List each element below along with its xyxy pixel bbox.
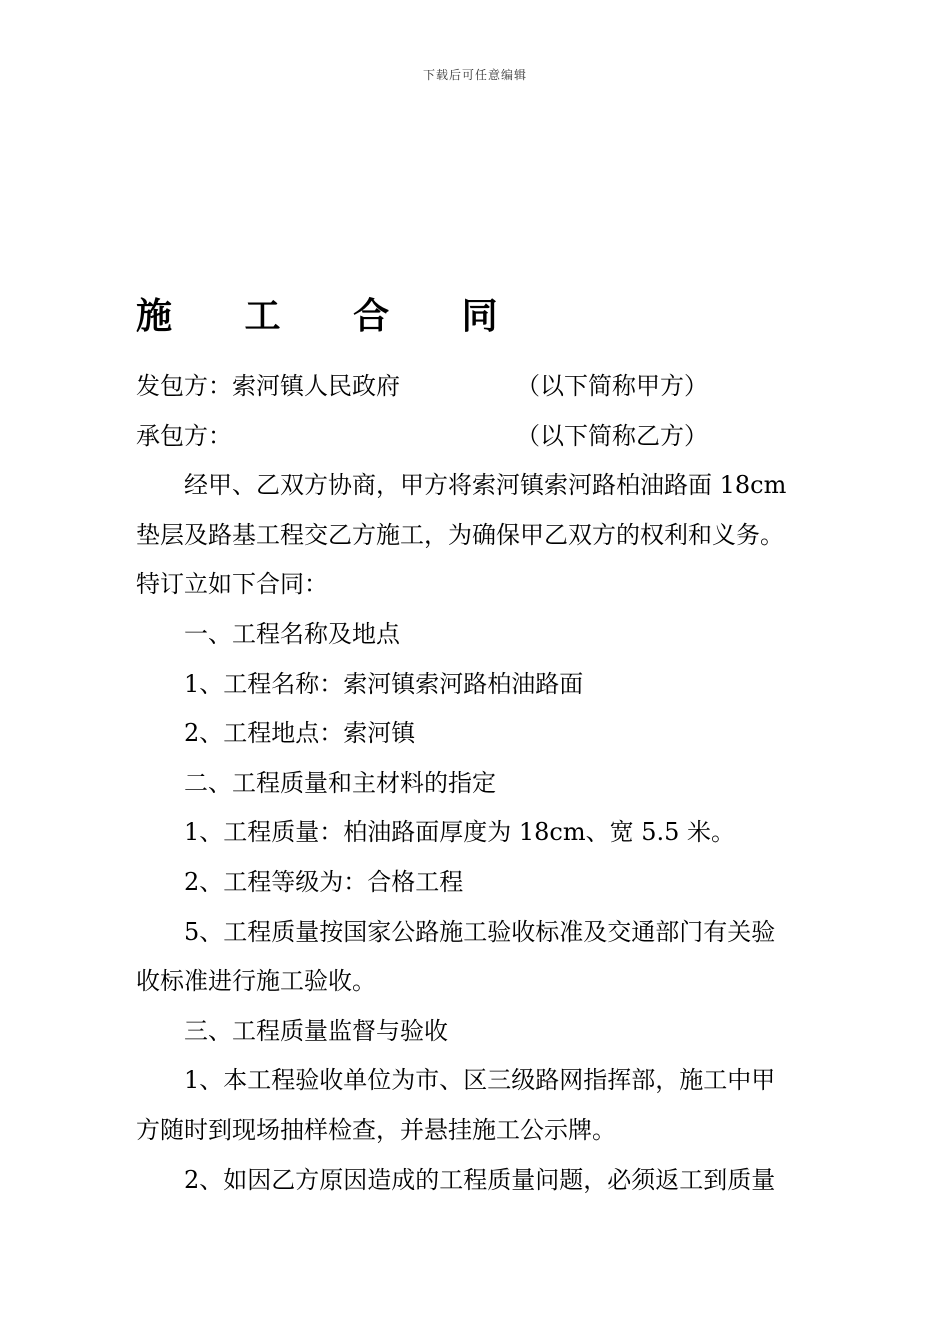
section-2-item-1: 1、工程质量：柏油路面厚度为 18cm、宽 5.5 米。 [184,818,736,847]
party-a-line [136,362,826,412]
section-2-heading: 二、工程质量和主材料的指定 [184,768,496,797]
intro-line-2: 垫层及路基工程交乙方施工，为确保甲乙双方的权利和义务。 [136,520,784,549]
document-title: 施 工 合 同 [136,296,528,337]
party-b-note: （以下简称乙方） [516,421,708,450]
contract-body [136,362,826,1205]
section-3-item-1-line-2: 方随时到现场抽样检查，并悬挂施工公示牌。 [136,1115,616,1144]
section-2-item-5-line-1: 5、工程质量按国家公路施工验收标准及交通部门有关验 [184,917,776,946]
section-2-item-5-line-2: 收标准进行施工验收。 [136,967,376,996]
header-note: 下载后可任意编辑 [422,68,527,82]
party-b-line [136,412,826,462]
section-1-item-1: 1、工程名称：索河镇索河路柏油路面 [184,669,584,698]
intro-line-1: 经甲、乙双方协商，甲方将索河镇索河路柏油路面 18cm [184,471,787,500]
section-3-heading: 三、工程质量监督与验收 [184,1016,448,1045]
section-2-item-2: 2、工程等级为：合格工程 [184,867,464,896]
intro-line-3: 特订立如下合同： [136,570,328,599]
party-a-label: 发包方：索河镇人民政府 [136,372,400,400]
section-1-item-2: 2、工程地点：索河镇 [184,719,416,748]
section-3-item-1-line-1: 1、本工程验收单位为市、区三级路网指挥部，施工中甲 [184,1066,776,1095]
section-1-heading: 一、工程名称及地点 [184,619,400,648]
party-a-note: （以下简称甲方） [516,372,708,400]
section-3-item-2-line-1: 2、如因乙方原因造成的工程质量问题，必须返工到质量 [184,1165,776,1194]
party-b-label: 承包方： [136,421,232,450]
